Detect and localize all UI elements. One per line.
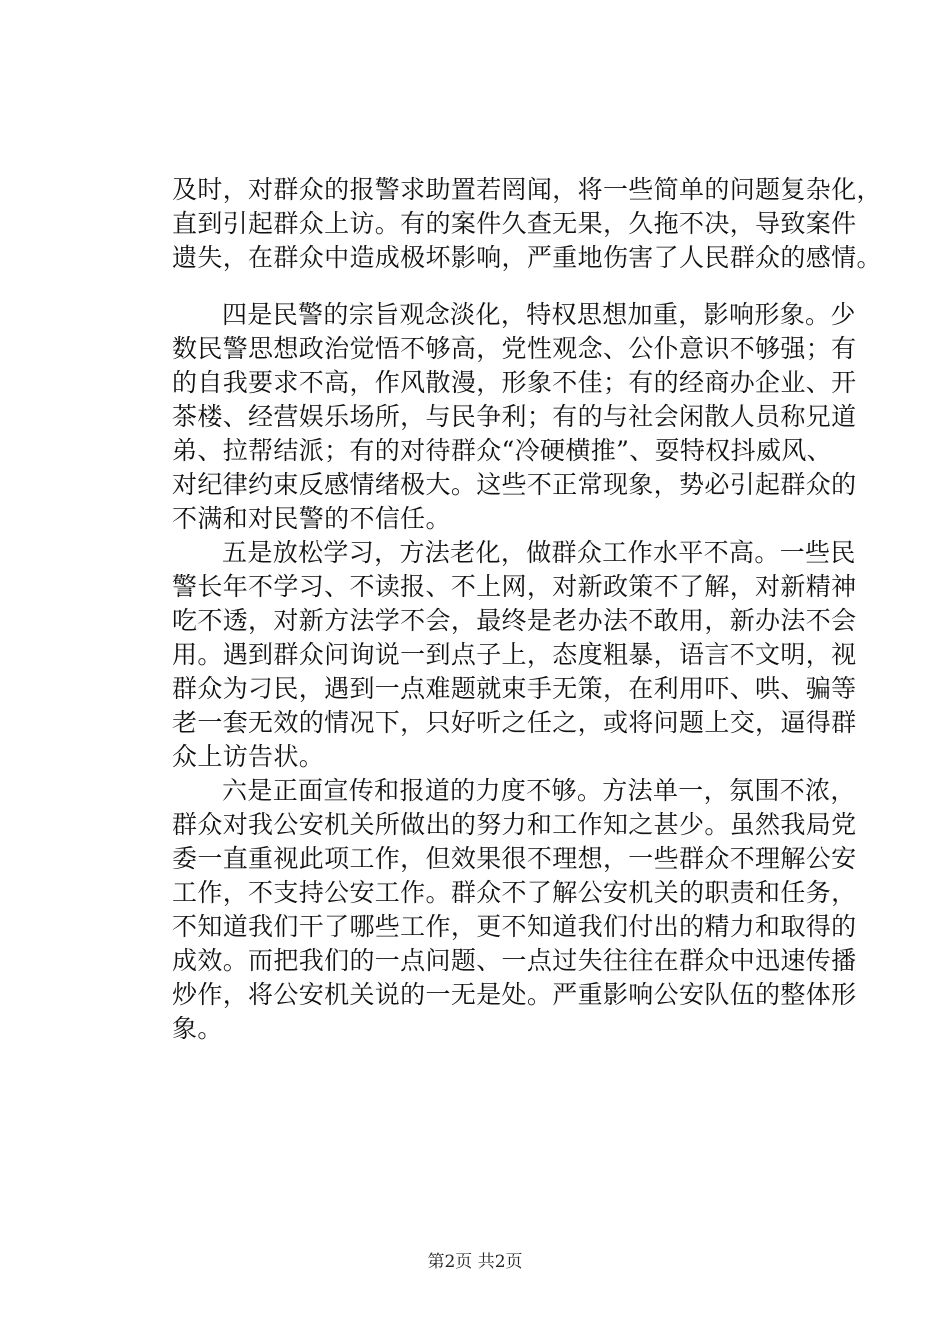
paragraph-line: 象。 <box>172 1014 223 1043</box>
paragraph-line: 直到引起群众上访。有的案件久查无果，久拖不决，导致案件 <box>172 209 857 238</box>
paragraph-line: 委一直重视此项工作，但效果很不理想，一些群众不理解公安 <box>172 844 857 873</box>
paragraph-line: 用。遇到群众问询说一到点子上，态度粗暴，语言不文明，视 <box>172 640 857 669</box>
paragraph-line: 遗失，在群众中造成极坏影响，严重地伤害了人民群众的感情。 <box>172 243 882 272</box>
paragraph-line: 的自我要求不高，作风散漫，形象不佳；有的经商办企业、开 <box>172 368 857 397</box>
paragraph-line: 警长年不学习、不读报、不上网，对新政策不了解，对新精神 <box>172 572 857 601</box>
paragraph-line: 五是放松学习，方法老化，做群众工作水平不高。一些民 <box>222 538 856 567</box>
page-number-footer: 第2页 共2页 <box>427 1252 523 1272</box>
paragraph-line: 不满和对民警的不信任。 <box>172 504 451 533</box>
paragraph-line: 数民警思想政治觉悟不够高，党性观念、公仆意识不够强；有 <box>172 334 857 363</box>
paragraph-line: 工作，不支持公安工作。群众不了解公安机关的职责和任务， <box>172 878 857 907</box>
paragraph-line: 六是正面宣传和报道的力度不够。方法单一，氛围不浓， <box>222 776 856 805</box>
paragraph-line: 群众为刁民，遇到一点难题就束手无策，在利用吓、哄、骗等 <box>172 674 857 703</box>
paragraph-line: 不知道我们干了哪些工作，更不知道我们付出的精力和取得的 <box>172 912 857 941</box>
paragraph-line: 群众对我公安机关所做出的努力和工作知之甚少。虽然我局党 <box>172 810 857 839</box>
paragraph-line: 弟、拉帮结派；有的对待群众“冷硬横推”、耍特权抖威风、 <box>172 436 833 465</box>
paragraph-line: 对纪律约束反感情绪极大。这些不正常现象，势必引起群众的 <box>172 470 857 499</box>
paragraph-line: 四是民警的宗旨观念淡化，特权思想加重，影响形象。少 <box>222 300 856 329</box>
paragraph-line: 炒作，将公安机关说的一无是处。严重影响公安队伍的整体形 <box>172 980 857 1009</box>
paragraph-line: 老一套无效的情况下，只好听之任之，或将问题上交，逼得群 <box>172 708 857 737</box>
paragraph-line: 成效。而把我们的一点问题、一点过失往往在群众中迅速传播 <box>172 946 857 975</box>
paragraph-line: 茶楼、经营娱乐场所，与民争利；有的与社会闲散人员称兄道 <box>172 402 857 431</box>
paragraph-line: 吃不透，对新方法学不会，最终是老办法不敢用，新办法不会 <box>172 606 857 635</box>
paragraph-line: 众上访告状。 <box>172 742 325 771</box>
paragraph-line: 及时，对群众的报警求助置若罔闻，将一些简单的问题复杂化， <box>172 175 882 204</box>
